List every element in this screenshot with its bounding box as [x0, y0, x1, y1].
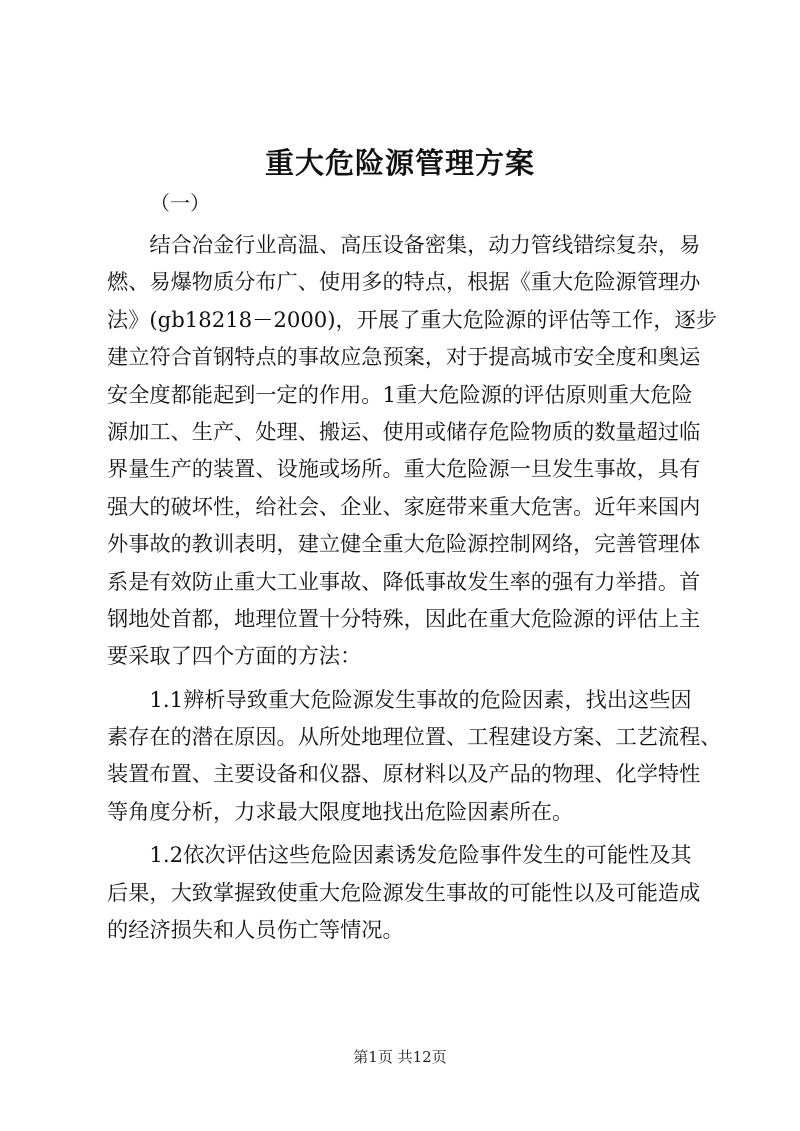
- body-line: 要采取了四个方面的方法：: [107, 643, 362, 669]
- body-line: 的经济损失和人员伤亡等情况。: [107, 917, 404, 943]
- body-line: 强大的破坏性，给社会、企业、家庭带来重大危害。近年来国内: [107, 493, 701, 519]
- body-line: 源加工、生产、处理、搬运、使用或储存危险物质的数量超过临: [107, 418, 701, 444]
- document-title: 重大危险源管理方案: [264, 146, 535, 180]
- body-line: 系是有效防止重大工业事故、降低事故发生率的强有力举措。首: [107, 568, 701, 594]
- body-line: 界量生产的装置、设施或场所。重大危险源一旦发生事故，具有: [107, 456, 701, 482]
- body-line: 1.2依次评估这些危险因素诱发危险事件发生的可能性及其: [107, 842, 692, 868]
- body-line: 安全度都能起到一定的作用。1重大危险源的评估原则重大危险: [107, 381, 693, 407]
- section-heading: （一）: [150, 191, 210, 215]
- body-line: 等角度分析，力求最大限度地找出危险因素所在。: [107, 798, 574, 824]
- body-line: 素存在的潜在原因。从所处地理位置、工程建设方案、工艺流程、: [107, 724, 722, 750]
- body-line: 钢地处首都，地理位置十分特殊，因此在重大危险源的评估上主: [107, 605, 701, 631]
- body-line: 后果，大致掌握致使重大危险源发生事故的可能性以及可能造成: [107, 879, 701, 905]
- body-line: 建立符合首钢特点的事故应急预案，对于提高城市安全度和奥运: [107, 344, 701, 370]
- body-line: 燃、易爆物质分布广、使用多的特点，根据《重大危险源管理办: [107, 269, 701, 295]
- body-line: 外事故的教训表明，建立健全重大危险源控制网络，完善管理体: [107, 531, 701, 557]
- page-footer: 第1页 共12页: [353, 1048, 447, 1066]
- body-line: 法》(gb18218－2000)，开展了重大危险源的评估等工作，逐步: [107, 306, 717, 332]
- body-line: 结合冶金行业高温、高压设备密集，动力管线错综复杂，易: [107, 232, 701, 257]
- body-line: 1.1辨析导致重大危险源发生事故的危险因素，找出这些因: [107, 686, 692, 712]
- body-line: 装置布置、主要设备和仪器、原材料以及产品的物理、化学特性: [107, 761, 701, 787]
- document-body: [107, 226, 722, 948]
